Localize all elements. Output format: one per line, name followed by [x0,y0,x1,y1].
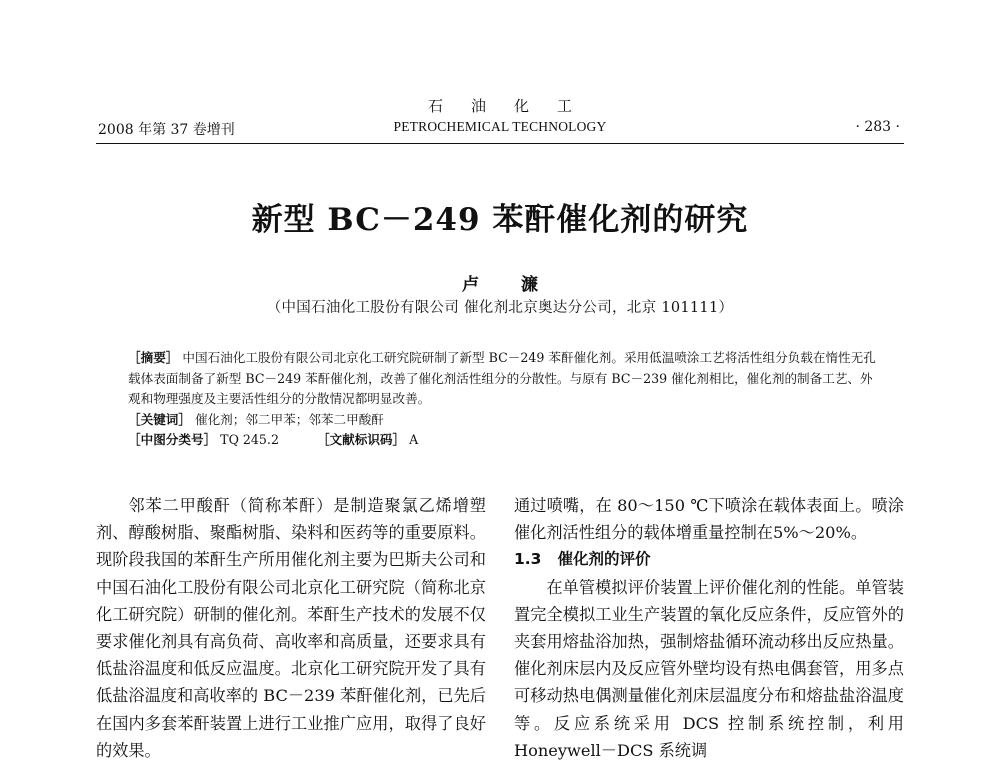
doc-code-value: A [409,432,419,447]
abstract-block [128,348,876,451]
abstract-text: 中国石油化工股份有限公司北京化工研究院研制了新型 BC－249 苯酐催化剂。采用低温喷涂工艺将活性组分负载在惰性无孔载体表面制备了新型 BC－249 苯酐催化剂，改善了催化剂活性组分的分散性。与原有 BC－239 催化剂相比，催化剂的制备工艺、外观和物理强度及主要活性组分的分散情况都明显改善。 [128,350,876,406]
body-paragraph: 通过喷嘴，在 80～150 ℃下喷涂在载体表面上。喷涂催化剂活性组分的载体增重量控制在5%～20%。 [514,496,904,543]
class-value: TQ 245.2 [220,432,279,447]
keywords-text: 催化剂；邻二甲苯；邻苯二甲酸酐 [194,411,384,427]
author-name: 卢 濂 [462,275,556,295]
keywords-label: ［关键词］ [128,411,191,427]
class-label: ［中图分类号］ [128,432,217,447]
body-paragraph: 在单管模拟评价装置上评价催化剂的性能。单管装置完全模拟工业生产装置的氧化反应条件，反应管外的夹套用熔盐浴加热，强制熔盐循环流动移出反应热量。催化剂床层内及反应管外壁均设有热电偶套管，用多点可移动热电偶测量催化剂床层温度分布和熔盐盐浴温度等。反应系统采用 DCS 控制系统控制，利用 Honeywell－DCS 系统调 [514,577,904,760]
journal-title-en: PETROCHEMICAL TECHNOLOGY [393,119,607,134]
article-title: 新型 BC－249 苯酐催化剂的研究 [251,202,749,238]
body-paragraph: 邻苯二甲酸酐（简称苯酐）是制造聚氯乙烯增塑剂、醇酸树脂、聚酯树脂、染料和医药等的重要原料。现阶段我国的苯酐生产所用催化剂主要为巴斯夫公司和中国石油化工股份有限公司北京化工研究院（简称北京化工研究院）研制的催化剂。苯酐生产技术的发展不仅要求催化剂具有高负荷、高收率和高质量，还要求具有低盐浴温度和低反应温度。北京化工研究院开发了具有低盐浴温度和高收率的 BC－239 苯酐催化剂，已先后在国内多套苯酐装置上进行工业推广应用，取得了良好的效果。 [96,496,486,760]
classification-line [128,430,876,451]
doc-code-label: ［文献标识码］ [316,432,406,447]
journal-title-cn: 石油化工 [427,97,600,115]
page-number: · 283 · [855,119,900,135]
section-heading [514,546,904,573]
body-column-left [96,492,486,764]
body-column-right [514,492,904,764]
header-rule [96,143,904,144]
section-number: 1.3 [514,550,542,569]
section-title: 催化剂的评价 [557,550,651,569]
keywords-line [128,410,876,431]
issue-label: 2008 年第 37 卷增刊 [98,122,235,138]
author-affiliation: （中国石油化工股份有限公司 催化剂北京奥达分公司，北京 101111） [266,300,734,316]
abstract-label: ［摘要］ [128,350,179,365]
abstract-paragraph [128,348,876,410]
